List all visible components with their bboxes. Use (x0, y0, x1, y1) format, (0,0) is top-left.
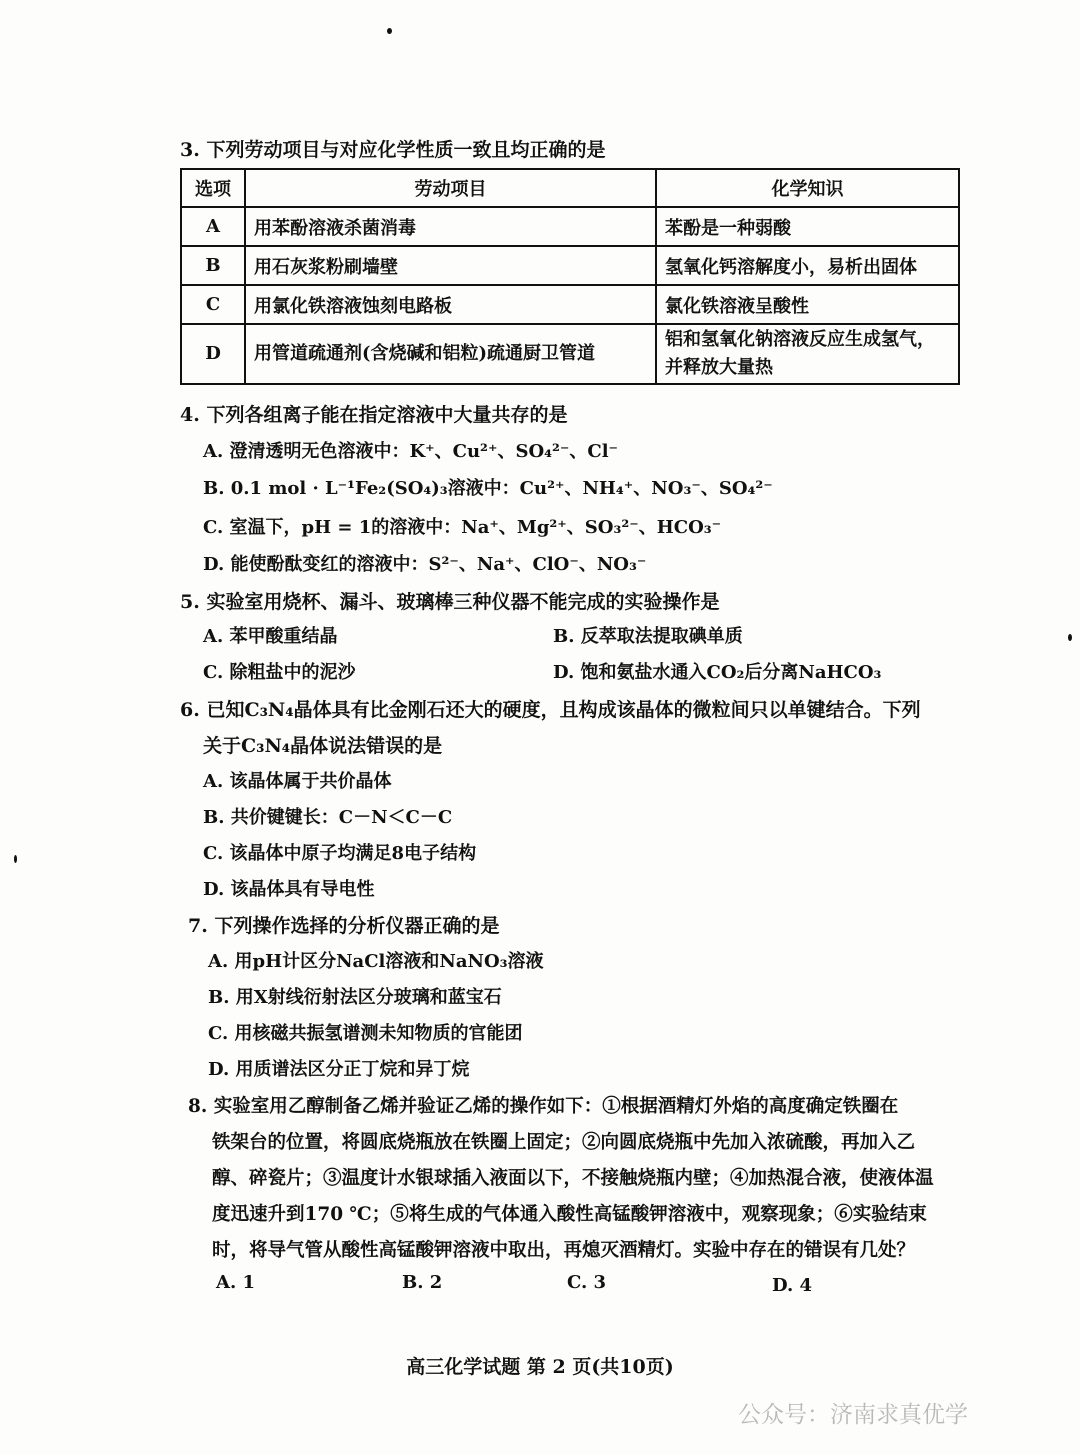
q5-option-c: C. 除粗盐中的泥沙 (203, 662, 356, 683)
q4-option-b: B. 0.1 mol · L⁻¹Fe₂(SO₄)₃溶液中：Cu²⁺、NH₄⁺、NO₃⁻、SO₄²⁻ (203, 478, 773, 499)
q6-option-c: C. 该晶体中原子均满足8电子结构 (203, 843, 477, 864)
row-labor: 用氯化铁溶液蚀刻电路板 (245, 285, 656, 324)
row-chem: 铝和氢氧化钠溶液反应生成氢气，并释放大量热 (656, 324, 959, 384)
q4-option-a: A. 澄清透明无色溶液中：K⁺、Cu²⁺、SO₄²⁻、Cl⁻ (203, 441, 619, 462)
q4-stem: 4. 下列各组离子能在指定溶液中大量共存的是 (180, 404, 568, 426)
q5-option-d: D. 饱和氨盐水通入CO₂后分离NaHCO₃ (553, 662, 882, 683)
scan-mark-left (14, 855, 17, 863)
q8-stem-line3: 醇、碎瓷片；③温度计水银球插入液面以下，不接触烧瓶内壁；④加热混合液，使液体温 (212, 1168, 934, 1189)
row-labor: 用苯酚溶液杀菌消毒 (245, 207, 656, 246)
q7-stem: 7. 下列操作选择的分析仪器正确的是 (188, 915, 500, 937)
row-labor: 用管道疏通剂(含烧碱和铝粒)疏通厨卫管道 (245, 324, 656, 384)
row-chem: 苯酚是一种弱酸 (656, 207, 959, 246)
q8-option-c: C. 3 (567, 1272, 607, 1293)
q8-stem-line5: 时，将导气管从酸性高锰酸钾溶液中取出，再熄灭酒精灯。实验中存在的错误有几处？ (212, 1240, 916, 1261)
q7-option-b: B. 用X射线衍射法区分玻璃和蓝宝石 (208, 987, 502, 1008)
row-option: A (181, 207, 245, 246)
row-option: D (181, 324, 245, 384)
header-chem: 化学知识 (656, 169, 959, 207)
q8-option-a: A. 1 (216, 1272, 256, 1293)
q6-stem-line1: 6. 已知C₃N₄晶体具有比金刚石还大的硬度，且构成该晶体的微粒间只以单键结合。下列 (180, 699, 921, 721)
q8-stem-line1: 8. 实验室用乙醇制备乙烯并验证乙烯的操作如下：①根据酒精灯外焰的高度确定铁圈在 (188, 1096, 899, 1117)
scan-mark-top (387, 28, 392, 34)
q8-option-b: B. 2 (402, 1272, 443, 1293)
q3-stem: 3. 下列劳动项目与对应化学性质一致且均正确的是 (180, 139, 606, 161)
q4-option-c: C. 室温下，pH = 1的溶液中：Na⁺、Mg²⁺、SO₃²⁻、HCO₃⁻ (203, 517, 722, 538)
table-row (181, 285, 959, 324)
table-row (181, 207, 959, 246)
table-row (181, 324, 959, 384)
q8-stem-line2: 铁架台的位置，将圆底烧瓶放在铁圈上固定；②向圆底烧瓶中先加入浓硫酸，再加入乙 (212, 1132, 916, 1153)
q6-option-b: B. 共价键键长：C－N＜C－C (203, 807, 453, 828)
q5-option-a: A. 苯甲酸重结晶 (203, 626, 338, 647)
q7-option-a: A. 用pH计区分NaCl溶液和NaNO₃溶液 (208, 951, 544, 972)
row-chem: 氯化铁溶液呈酸性 (656, 285, 959, 324)
row-chem: 氢氧化钙溶解度小，易析出固体 (656, 246, 959, 285)
header-option: 选项 (181, 169, 245, 207)
table-row (181, 246, 959, 285)
page-footer: 高三化学试题 第 2 页(共10页) (406, 1356, 674, 1378)
q8-stem-line4: 度迅速升到170 ℃；⑤将生成的气体通入酸性高锰酸钾溶液中，观察现象；⑥实验结束 (212, 1204, 927, 1225)
watermark: 公众号：济南求真优学 (738, 1402, 968, 1428)
q4-option-d: D. 能使酚酞变红的溶液中：S²⁻、Na⁺、ClO⁻、NO₃⁻ (203, 554, 647, 575)
q8-option-d: D. 4 (772, 1275, 813, 1296)
row-option: B (181, 246, 245, 285)
q5-option-b: B. 反萃取法提取碘单质 (553, 626, 743, 647)
q6-stem-line2: 关于C₃N₄晶体说法错误的是 (203, 735, 443, 757)
header-labor: 劳动项目 (245, 169, 656, 207)
row-labor: 用石灰浆粉刷墙壁 (245, 246, 656, 285)
q7-option-d: D. 用质谱法区分正丁烷和异丁烷 (208, 1059, 470, 1080)
q6-option-d: D. 该晶体具有导电性 (203, 879, 375, 900)
q7-option-c: C. 用核磁共振氢谱测未知物质的官能团 (208, 1023, 523, 1044)
q5-stem: 5. 实验室用烧杯、漏斗、玻璃棒三种仪器不能完成的实验操作是 (180, 591, 720, 613)
q6-option-a: A. 该晶体属于共价晶体 (203, 771, 392, 792)
q3-table (180, 168, 960, 385)
row-option: C (181, 285, 245, 324)
scan-mark-right (1068, 634, 1072, 641)
